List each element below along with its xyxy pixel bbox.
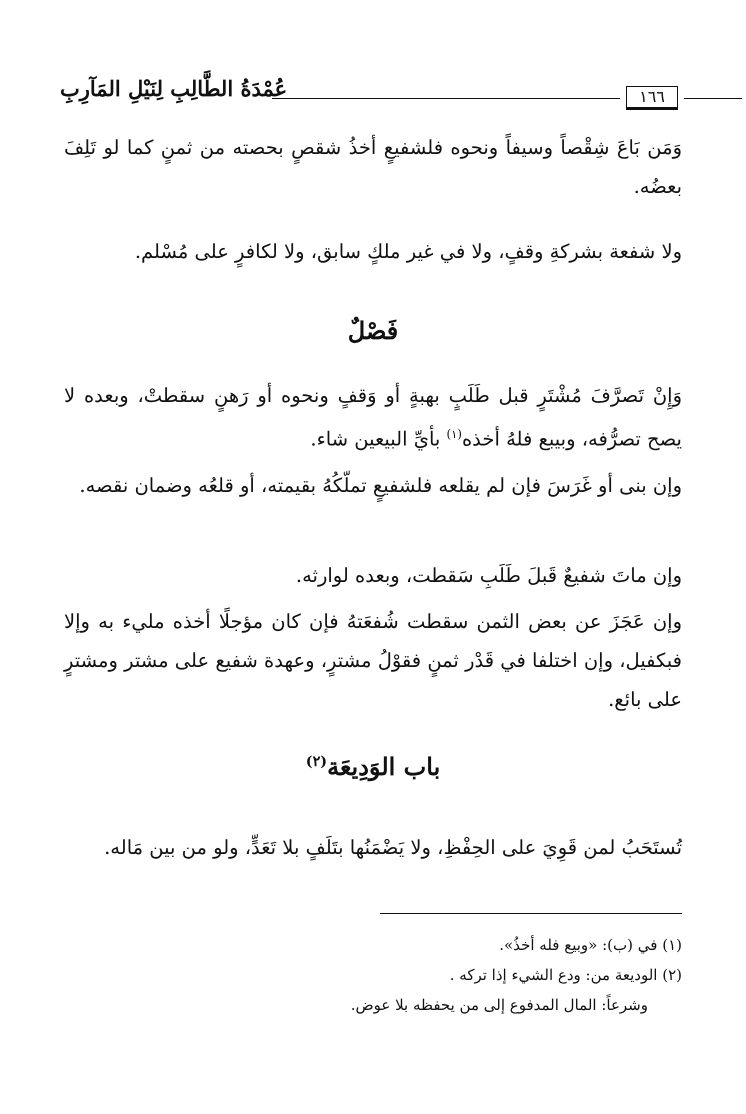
paragraph: تُستَحَبُ لمن قَوِيَ على الحِفْظِ، ولا يَضْمَنُها بتَلَفٍ بلا تَعَدٍّ، ولو من بين مَاله. xyxy=(104,836,682,859)
footnote-item xyxy=(64,930,682,960)
header-rule xyxy=(272,98,620,99)
footnote-item xyxy=(64,960,682,990)
footnote-text: الوديعة من: ودع الشيء إذا تركه . xyxy=(449,966,658,984)
paragraph: وإن بنى أو غَرَسَ فإن لم يقلعه فلشفيعٍ تملّكُهُ بقيمته، أو قلعُه وضمان نقصه. xyxy=(79,474,682,497)
footnote-separator xyxy=(380,913,682,914)
paragraph: وإن ماتَ شفيعٌ قَبلَ طَلَبِ سَقطت، وبعده لوارثه. xyxy=(295,564,682,587)
paragraph: ولا شفعة بشركةِ وقفٍ، ولا في غير ملكٍ سابق، ولا لكافرٍ على مُسْلم. xyxy=(134,240,682,263)
footnote-item xyxy=(64,990,682,1020)
footnotes xyxy=(64,930,682,1020)
footnote-number: (٢) xyxy=(662,966,682,984)
paragraph: وإن عَجَزَ عن بعض الثمن سقطت شُفعَتهُ فإن كان مؤجلًا أخذه مليء به وإلا فبكفيل، وإن اختلفا في قَدْر ثمنٍ فقوْلُ مشترٍ، وعهدة شفيع على مشتر ومشترٍ على بائع. xyxy=(64,610,682,711)
paragraph xyxy=(64,376,682,459)
footnote-ref: (١) xyxy=(446,427,462,441)
chapter-heading xyxy=(64,752,682,781)
header-rule-right xyxy=(684,98,742,99)
footnote-ref: (٢) xyxy=(305,753,328,770)
footnote-text: في (ب): «وبيع فله أخذُ». xyxy=(499,936,658,954)
running-header xyxy=(60,72,682,112)
paragraph-text: وَإِنْ تَصرَّفَ مُشْتَرٍ قبل طَلَبٍ بهبةٍ أو وَقفٍ ونحوه أو رَهنٍ سقطتْ، وبعده لا يصح تصرُّفه، وبيبع فلهُ أخذه xyxy=(64,384,682,451)
page-number: ١٦٦ xyxy=(626,86,678,110)
footnote-text: وشرعاً: المال المدفوع إلى من يحفظه بلا عوض. xyxy=(350,996,648,1014)
footnote-number: (١) xyxy=(662,936,682,954)
book-title: عُمْدَةُ الطَّالِبِ لِنَيْلِ المَآرِبِ xyxy=(60,76,288,101)
section-heading: فَصْلٌ xyxy=(347,316,399,345)
paragraph-text: بأيِّ البيعين شاء. xyxy=(310,427,441,451)
paragraph: وَمَن بَاعَ شِقْصاً وسيفاً ونحوه فلشفيعٍ أخذُ شقصٍ بحصته من ثمنٍ كما لو تَلِفَ بعضُه. xyxy=(64,136,682,198)
chapter-heading-text: باب الوَدِيعَة xyxy=(327,752,441,781)
